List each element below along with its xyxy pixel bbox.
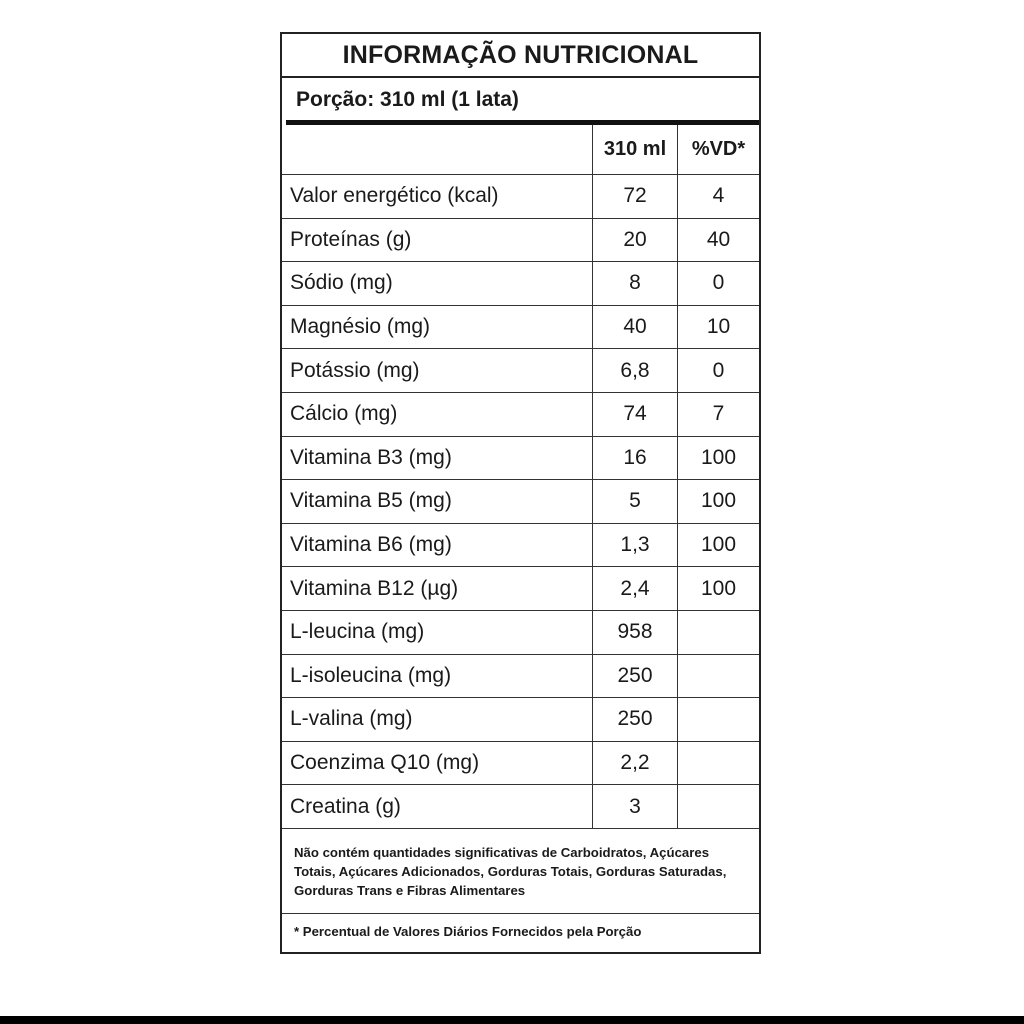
nutrient-amount: 8 — [593, 262, 678, 305]
column-header-dv: %VD* — [691, 138, 746, 160]
nutrient-dv: 100 — [700, 489, 737, 513]
nutrient-name: Vitamina B3 (mg) — [282, 437, 593, 480]
nutrient-dv: 100 — [700, 445, 737, 469]
nutrient-dv: 4 — [712, 184, 725, 208]
daily-value-note: * Percentual de Valores Diários Fornecidos pela Porção — [294, 924, 642, 939]
nutrient-amount: 72 — [593, 175, 678, 218]
table-row — [282, 262, 759, 306]
nutrient-amount: 1,3 — [593, 524, 678, 567]
table-row — [282, 785, 759, 829]
nutrient-name: L-leucina (mg) — [282, 611, 593, 654]
table-row — [282, 480, 759, 524]
nutrient-amount: 20 — [593, 219, 678, 262]
nutrient-amount: 250 — [593, 698, 678, 741]
nutrition-facts-label — [280, 32, 761, 954]
table-row — [282, 524, 759, 568]
table-header-row — [282, 125, 759, 175]
bottom-border-bar — [0, 1016, 1024, 1024]
nutrition-table — [282, 125, 759, 829]
table-row — [282, 393, 759, 437]
nutrient-name: Coenzima Q10 (mg) — [282, 742, 593, 785]
table-row — [282, 175, 759, 219]
nutrient-name: Proteínas (g) — [282, 219, 593, 262]
table-row — [282, 655, 759, 699]
column-header-nutrient — [282, 125, 593, 174]
nutrient-amount: 5 — [593, 480, 678, 523]
table-row — [282, 567, 759, 611]
nutrient-dv — [678, 742, 759, 785]
table-row — [282, 698, 759, 742]
table-row — [282, 742, 759, 786]
nutrient-amount: 250 — [593, 655, 678, 698]
nutrient-amount: 74 — [593, 393, 678, 436]
nutrient-dv: 7 — [712, 402, 725, 426]
nutrient-dv: 100 — [700, 533, 737, 557]
nutrient-name: Creatina (g) — [282, 785, 593, 828]
nutrient-amount: 2,4 — [593, 567, 678, 610]
nutrient-amount: 2,2 — [593, 742, 678, 785]
nutrient-dv: 0 — [712, 271, 725, 295]
column-header-amount: 310 ml — [593, 125, 678, 174]
nutrient-amount: 3 — [593, 785, 678, 828]
insignificant-amounts-note: Não contém quantidades significativas de Carboidratos, Açúcares Totais, Açúcares Adicionados, Gorduras Totais, Gorduras Saturadas, Gorduras Trans e Fibras Alimentares — [282, 836, 759, 914]
nutrient-dv — [678, 698, 759, 741]
nutrient-name: L-valina (mg) — [282, 698, 593, 741]
nutrient-name: Vitamina B5 (mg) — [282, 480, 593, 523]
table-row — [282, 437, 759, 481]
nutrient-dv: 100 — [700, 576, 737, 600]
nutrient-name: L-isoleucina (mg) — [282, 655, 593, 698]
nutrient-dv: 10 — [706, 315, 731, 339]
label-title: INFORMAÇÃO NUTRICIONAL — [282, 34, 759, 78]
nutrient-name: Magnésio (mg) — [282, 306, 593, 349]
nutrient-dv — [678, 611, 759, 654]
nutrient-amount: 40 — [593, 306, 678, 349]
nutrient-amount: 958 — [593, 611, 678, 654]
nutrient-dv: 40 — [706, 227, 731, 251]
table-row — [282, 306, 759, 350]
nutrient-name: Potássio (mg) — [282, 349, 593, 392]
nutrient-amount: 16 — [593, 437, 678, 480]
table-row — [282, 611, 759, 655]
nutrient-name: Valor energético (kcal) — [282, 175, 593, 218]
table-row — [282, 219, 759, 263]
nutrient-name: Vitamina B12 (µg) — [282, 567, 593, 610]
nutrient-dv — [678, 655, 759, 698]
table-row — [282, 349, 759, 393]
nutrient-name: Cálcio (mg) — [282, 393, 593, 436]
nutrient-dv — [678, 785, 759, 828]
nutrient-name: Vitamina B6 (mg) — [282, 524, 593, 567]
nutrient-amount: 6,8 — [593, 349, 678, 392]
nutrient-name: Sódio (mg) — [282, 262, 593, 305]
portion-size: Porção: 310 ml (1 lata) — [296, 88, 519, 111]
nutrient-dv: 0 — [712, 358, 725, 382]
